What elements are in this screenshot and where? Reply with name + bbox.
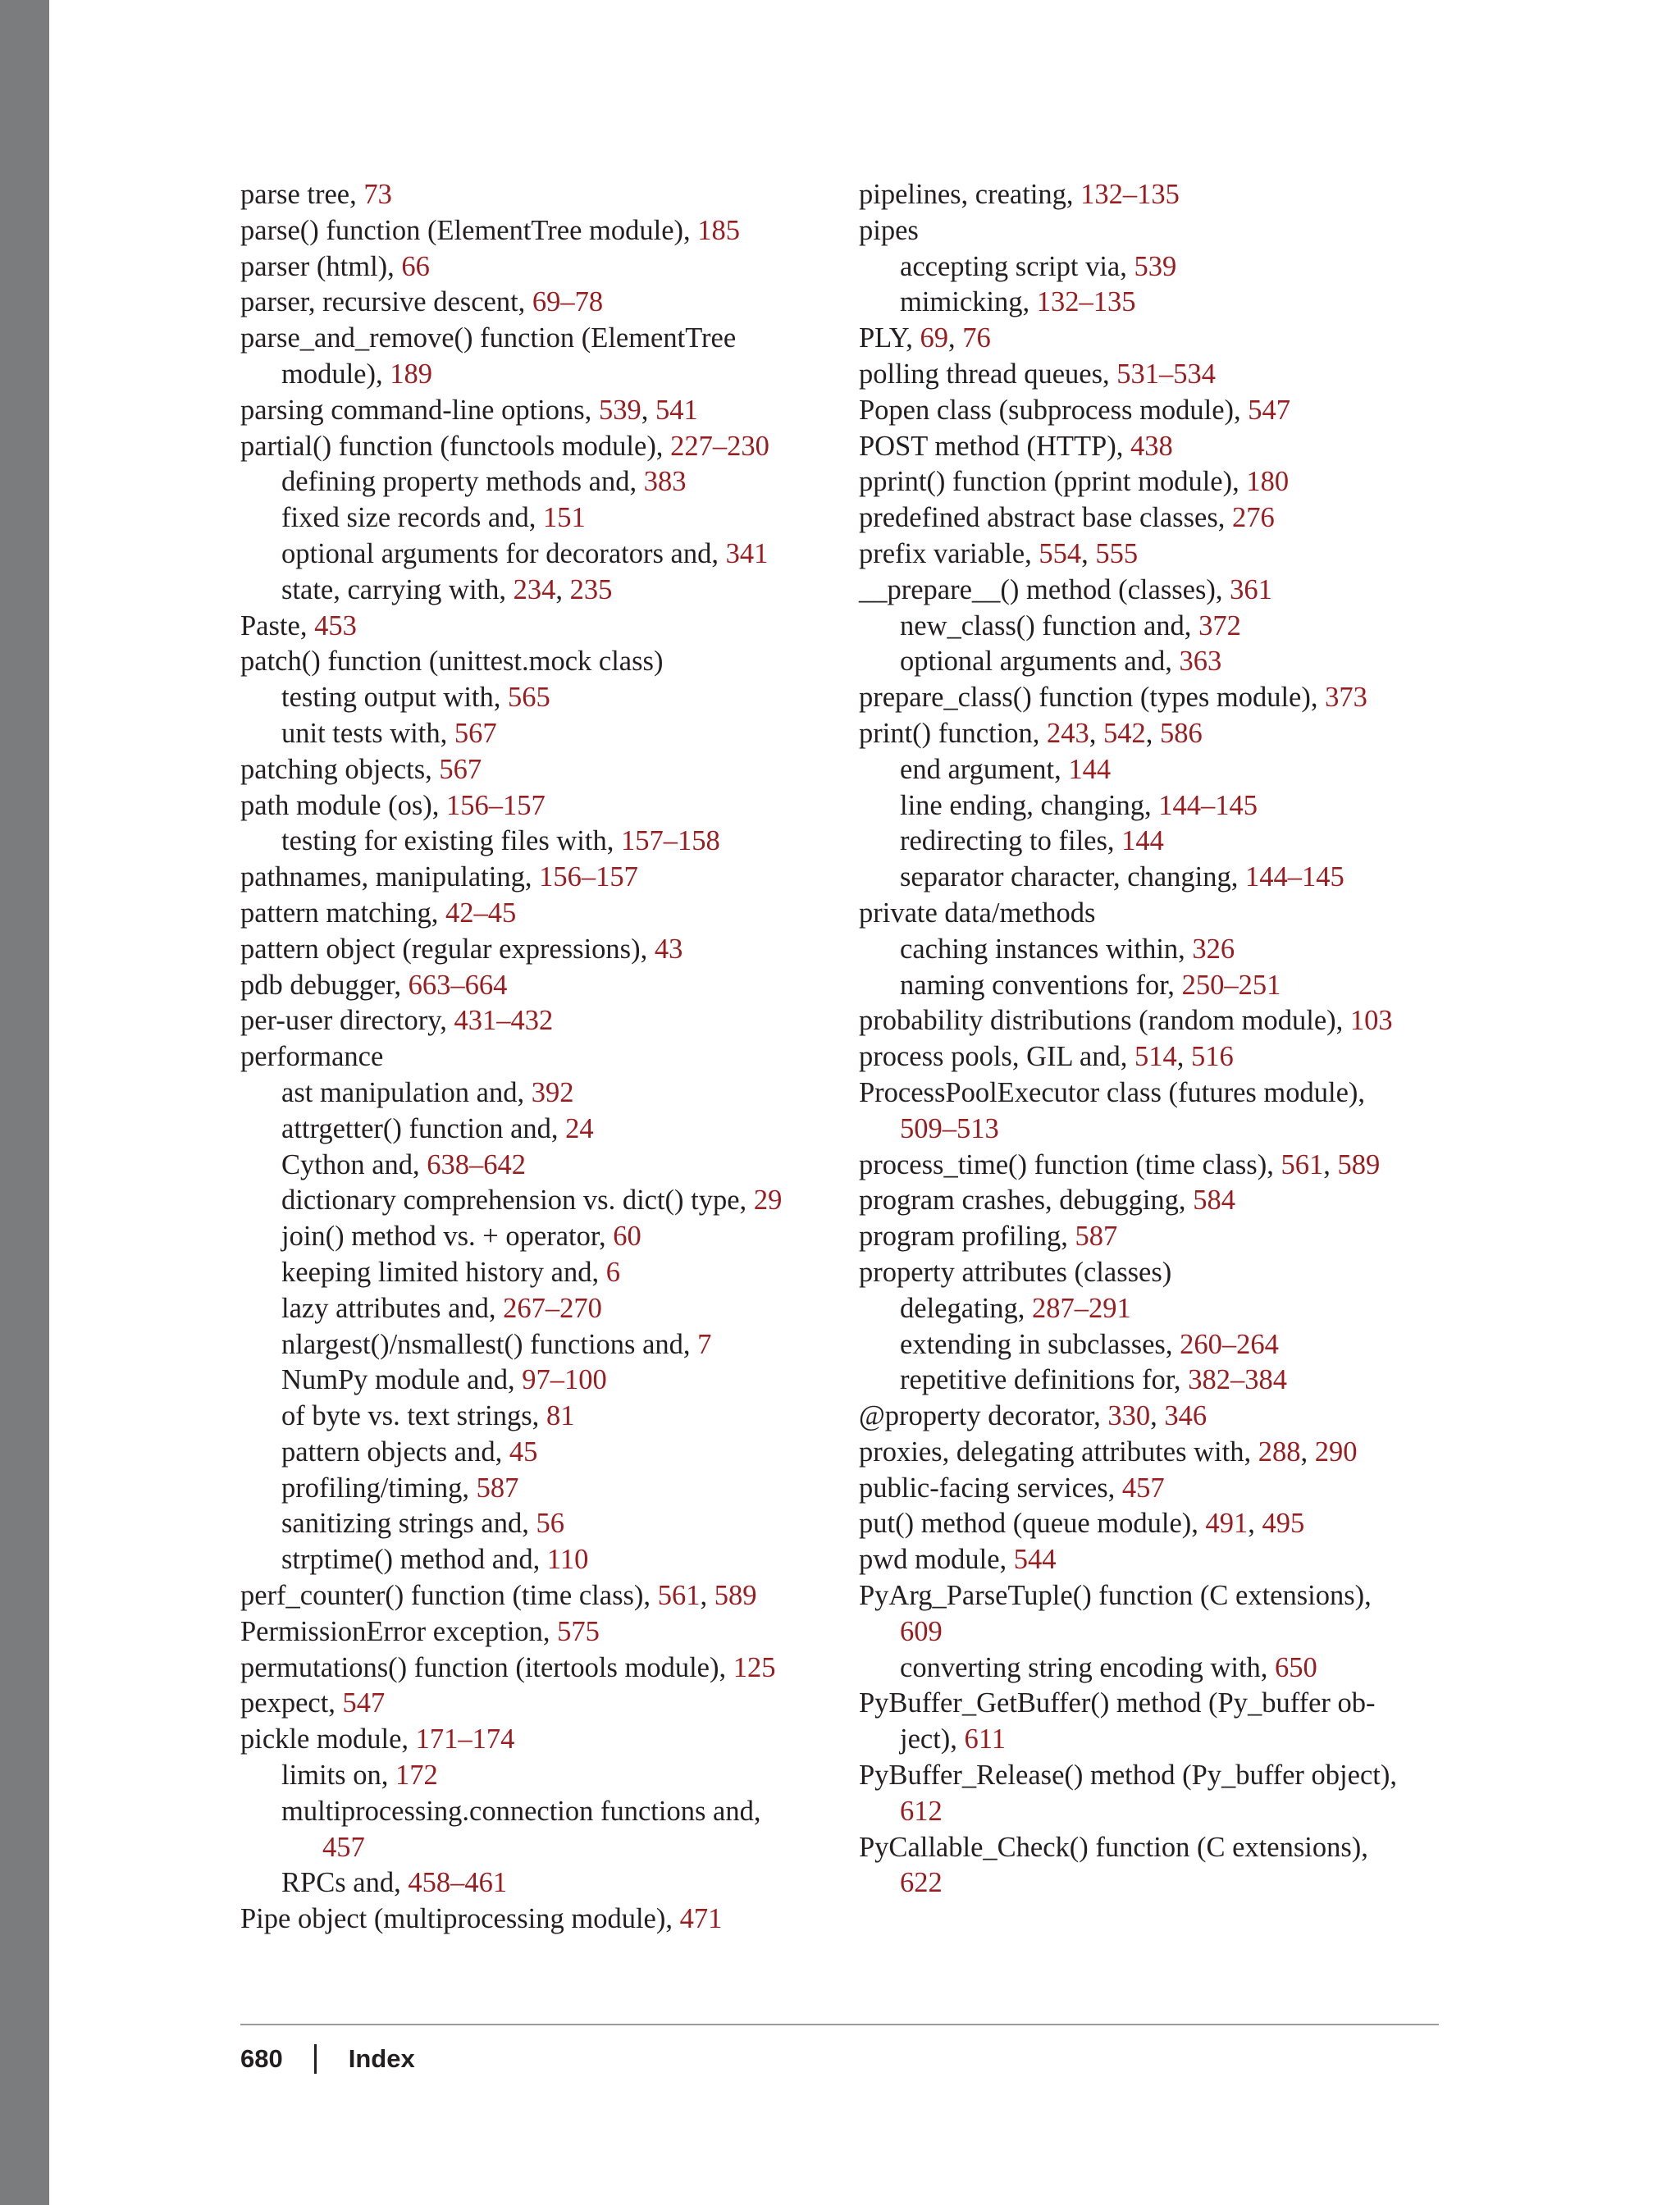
index-entry [859, 968, 1449, 1004]
page-reference-link[interactable]: 243 [1046, 717, 1089, 749]
index-entry [240, 1506, 831, 1542]
index-entry [859, 824, 1449, 860]
page-reference-link[interactable]: 457 [322, 1831, 365, 1863]
index-entry: PLY, 69, 76 [859, 322, 991, 354]
index-term: new_class() function and, [900, 609, 1199, 641]
page-reference-link[interactable]: 6 [605, 1256, 620, 1288]
index-term: module), [281, 358, 390, 390]
index-term: process pools, GIL and, [859, 1041, 1134, 1073]
index-term: parse tree, [240, 179, 364, 210]
index-term: of byte vs. text strings, [281, 1400, 546, 1432]
index-entry: process pools, GIL and, 514, 516 [859, 1041, 1234, 1073]
index-term: ProcessPoolExecutor class (futures module), [859, 1076, 1366, 1108]
page-reference-link[interactable]: 589 [714, 1580, 757, 1612]
page-reference-link[interactable]: 547 [342, 1687, 386, 1719]
index-entry [240, 1327, 831, 1363]
page-reference-link[interactable]: 589 [1337, 1148, 1381, 1180]
index-term: per-user directory, [240, 1005, 454, 1037]
index-entry [859, 1614, 1449, 1650]
index-term: state, carrying with, [281, 573, 514, 605]
index-entry [240, 429, 831, 465]
index-term: naming conventions for, [900, 969, 1182, 1001]
index-term: @property decorator, [859, 1400, 1108, 1432]
index-entry [859, 1291, 1449, 1327]
index-term: testing for existing files with, [281, 825, 621, 857]
page-reference-link[interactable]: 172 [395, 1760, 438, 1792]
page-reference-link[interactable]: 438 [1130, 430, 1173, 462]
page-reference-link[interactable]: 663–664 [408, 969, 508, 1001]
index-term: end argument, [900, 753, 1069, 785]
index-entry [240, 1614, 831, 1650]
index-term: lazy attributes and, [281, 1292, 504, 1324]
page-reference-link[interactable]: 66 [401, 250, 430, 282]
page-reference-link[interactable]: 144 [1068, 753, 1112, 785]
index-entry [859, 932, 1449, 968]
page-reference-link[interactable]: 611 [964, 1723, 1007, 1755]
index-term: print() function, [859, 717, 1047, 749]
index-term: public-facing services, [859, 1472, 1122, 1504]
page-reference-link[interactable]: 539 [598, 394, 641, 426]
index-entry [859, 573, 1449, 609]
page-reference-link[interactable]: 287–291 [1031, 1292, 1131, 1324]
index-entry [859, 429, 1449, 465]
page-reference-link[interactable]: 471 [679, 1903, 723, 1935]
page-edge-bar [0, 0, 49, 2205]
index-term: property attributes (classes) [859, 1256, 1172, 1288]
page-reference-link[interactable]: 156–157 [446, 789, 546, 821]
page-reference-link[interactable]: 60 [613, 1221, 641, 1253]
index-entry [240, 1686, 831, 1722]
index-term: path module (os), [240, 789, 447, 821]
index-entry [859, 1758, 1449, 1794]
index-term: PyArg_ParseTuple() function (C extensions), [859, 1580, 1372, 1612]
index-entry [859, 1183, 1449, 1219]
page-reference-link[interactable]: 69 [920, 322, 949, 354]
index-term: ast manipulation and, [281, 1076, 532, 1108]
index-term: polling thread queues, [859, 358, 1117, 390]
index-term: pprint() function (pprint module), [859, 466, 1247, 498]
page-reference-link[interactable]: 267–270 [503, 1292, 602, 1324]
index-entry [859, 1075, 1449, 1112]
index-term: fixed size records and, [281, 502, 543, 534]
index-entry: proxies, delegating attributes with, 288, 290 [859, 1436, 1358, 1468]
index-term: dictionary comprehension vs. dict() type, [281, 1185, 754, 1217]
index-term: prefix variable, [859, 537, 1039, 569]
index-entry [859, 1327, 1449, 1363]
page-reference-link[interactable]: 587 [1075, 1221, 1118, 1253]
index-term: partial() function (functools module), [240, 430, 671, 462]
page-reference-link[interactable]: 609 [900, 1615, 943, 1647]
index-term: PyBuffer_Release() method (Py_buffer object), [859, 1760, 1397, 1792]
index-entry [240, 1291, 831, 1327]
index-column-right [859, 177, 1449, 1901]
index-entry [859, 1363, 1449, 1399]
index-term: NumPy module and, [281, 1364, 523, 1396]
index-term: pipes [859, 214, 919, 246]
page-reference-link[interactable]: 584 [1193, 1185, 1235, 1217]
index-entry [859, 213, 1449, 249]
index-entry [859, 896, 1449, 932]
index-term: PLY, [859, 322, 920, 354]
index-term: PermissionError exception, [240, 1615, 558, 1647]
page-reference-link[interactable]: 541 [655, 394, 698, 426]
index-term: patching objects, [240, 753, 440, 785]
page-reference-link[interactable]: 110 [546, 1544, 589, 1576]
page-reference-link[interactable]: 565 [508, 682, 550, 714]
index-term: nlargest()/nsmallest() functions and, [281, 1328, 698, 1360]
index-term: optional arguments and, [900, 646, 1180, 678]
page-reference-link[interactable]: 42–45 [445, 897, 517, 929]
index-term: program crashes, debugging, [859, 1185, 1194, 1217]
page-reference-link[interactable]: 132–135 [1080, 179, 1180, 210]
page-reference-link[interactable]: 561 [1281, 1148, 1324, 1180]
page-reference-link[interactable]: 638–642 [427, 1148, 527, 1180]
index-term: parser (html), [240, 250, 402, 282]
page-reference-link[interactable]: 7 [697, 1328, 712, 1360]
page-reference-link[interactable]: 587 [476, 1472, 519, 1504]
index-entry [240, 1830, 831, 1866]
index-term: repetitive definitions for, [900, 1364, 1189, 1396]
index-entry [859, 680, 1449, 716]
index-entry [859, 393, 1449, 429]
index-entry [240, 1255, 831, 1291]
index-term: line ending, changing, [900, 789, 1159, 821]
index-entry [240, 1794, 831, 1830]
index-entry [240, 1542, 831, 1578]
index-entry [240, 321, 831, 357]
index-term: performance [240, 1041, 384, 1073]
page-reference-link[interactable]: 514 [1134, 1041, 1177, 1073]
index-entry [859, 1542, 1449, 1578]
index-term: parsing command-line options, [240, 394, 599, 426]
index-term: Paste, [240, 609, 315, 641]
index-term: private data/methods [859, 897, 1096, 929]
index-term: profiling/timing, [281, 1472, 477, 1504]
index-entry: put() method (queue module), 491, 495 [859, 1508, 1305, 1540]
index-entry [240, 1471, 831, 1507]
page-reference-link[interactable]: 235 [569, 573, 613, 605]
page-reference-link[interactable]: 372 [1198, 609, 1241, 641]
index-entry [240, 1148, 831, 1184]
page-reference-link[interactable]: 392 [531, 1076, 574, 1108]
page-reference-link[interactable]: 76 [962, 322, 991, 354]
page-reference-link[interactable]: 276 [1232, 502, 1275, 534]
index-entry [859, 1722, 1449, 1758]
index-term: pattern object (regular expressions), [240, 933, 655, 965]
page-reference-link[interactable]: 457 [1121, 1472, 1165, 1504]
page-reference-link[interactable]: 531–534 [1116, 358, 1217, 390]
index-term: pickle module, [240, 1723, 416, 1755]
page-reference-link[interactable]: 144–145 [1245, 861, 1344, 893]
index-term: testing output with, [281, 682, 508, 714]
index-entry [240, 1039, 831, 1075]
page-reference-link[interactable]: 509–513 [900, 1112, 999, 1144]
index-term: parser, recursive descent, [240, 286, 532, 318]
index-entry [240, 1075, 831, 1112]
index-entry [240, 285, 831, 321]
page-reference-link[interactable]: 125 [733, 1651, 776, 1683]
page-reference-link[interactable]: 326 [1192, 933, 1235, 965]
page-reference-link[interactable]: 567 [454, 717, 497, 749]
index-entry [240, 249, 831, 285]
index-entry [240, 500, 831, 536]
index-term: perf_counter() function (time class), [240, 1580, 658, 1612]
index-term: mimicking, [900, 286, 1037, 318]
index-term: prepare_class() function (types module), [859, 682, 1326, 714]
page-reference-link[interactable]: 288 [1258, 1436, 1301, 1468]
page-reference-link[interactable]: 586 [1159, 717, 1203, 749]
index-entry [240, 609, 831, 645]
index-term: Pipe object (multiprocessing module), [240, 1903, 680, 1935]
index-column-left [240, 177, 831, 1938]
index-entry [240, 1722, 831, 1758]
page-reference-link[interactable]: 250–251 [1181, 969, 1281, 1001]
index-term: unit tests with, [281, 717, 454, 749]
index-term: pwd module, [859, 1544, 1014, 1576]
index-entry [240, 177, 831, 213]
page-reference-link[interactable]: 24 [565, 1112, 594, 1144]
page-reference-link[interactable]: 69–78 [532, 286, 604, 318]
page-reference-link[interactable]: 516 [1191, 1041, 1234, 1073]
index-entry [859, 177, 1449, 213]
index-term: separator character, changing, [900, 861, 1246, 893]
index-entry [240, 1003, 831, 1039]
index-term: put() method (queue module), [859, 1508, 1206, 1540]
page-reference-link[interactable]: 43 [654, 933, 683, 965]
index-term: __prepare__() method (classes), [859, 573, 1230, 605]
page-reference-link[interactable]: 81 [546, 1400, 575, 1432]
index-entry [859, 357, 1449, 393]
index-entry: @property decorator, 330, 346 [859, 1400, 1208, 1432]
index-entry [859, 1255, 1449, 1291]
page-reference-link[interactable]: 151 [543, 502, 586, 534]
index-entry: state, carrying with, 234, 235 [281, 573, 613, 605]
index-entry: process_time() function (time class), 561, 589 [859, 1148, 1381, 1180]
page-reference-link[interactable]: 144 [1121, 825, 1164, 857]
index-entry: parsing command-line options, 539, 541 [240, 394, 698, 426]
index-term: predefined abstract base classes, [859, 502, 1233, 534]
page-reference-link[interactable]: 180 [1246, 466, 1290, 498]
page-reference-link[interactable]: 453 [314, 609, 357, 641]
index-entry [240, 824, 831, 860]
footer-rule [240, 2024, 1439, 2025]
footer-separator [314, 2044, 317, 2074]
index-entry [240, 1183, 831, 1219]
index-term: parse_and_remove() function (ElementTree [240, 322, 737, 354]
page-reference-link[interactable]: 56 [536, 1508, 564, 1540]
index-entry [240, 752, 831, 788]
index-entry [859, 609, 1449, 645]
index-term: Popen class (subprocess module), [859, 394, 1249, 426]
index-entry [240, 1219, 831, 1255]
index-term: pdb debugger, [240, 969, 409, 1001]
page-reference-link[interactable]: 544 [1013, 1544, 1057, 1576]
index-entry [859, 1112, 1449, 1148]
index-entry [240, 536, 831, 573]
page-reference-link[interactable]: 185 [697, 214, 741, 246]
index-entry [240, 968, 831, 1004]
index-entry [859, 1219, 1449, 1255]
index-entry [240, 464, 831, 500]
index-term: attrgetter() function and, [281, 1112, 566, 1144]
index-entry [240, 1865, 831, 1901]
page-reference-link[interactable]: 561 [657, 1580, 701, 1612]
index-entry [240, 1399, 831, 1435]
page-reference-link[interactable]: 622 [900, 1867, 943, 1899]
index-term: permutations() function (itertools module), [240, 1651, 733, 1683]
index-term: pipelines, creating, [859, 179, 1081, 210]
page-reference-link[interactable]: 346 [1164, 1400, 1208, 1432]
page-reference-link[interactable]: 189 [390, 358, 432, 390]
index-entry [859, 285, 1449, 321]
index-entry [859, 788, 1449, 824]
page-reference-link[interactable]: 431–432 [454, 1005, 554, 1037]
index-term: probability distributions (random module), [859, 1005, 1350, 1037]
index-entry [859, 1471, 1449, 1507]
index-term: redirecting to files, [900, 825, 1122, 857]
page-reference-link[interactable]: 382–384 [1188, 1364, 1287, 1396]
page-reference-link[interactable]: 73 [363, 179, 392, 210]
index-entry: print() function, 243, 542, 586 [859, 717, 1203, 749]
page-reference-link[interactable]: 373 [1325, 682, 1367, 714]
page-footer [240, 2041, 415, 2077]
page-reference-link[interactable]: 383 [643, 466, 687, 498]
page-reference-link[interactable]: 612 [900, 1795, 943, 1827]
page-reference-link[interactable]: 103 [1349, 1005, 1393, 1037]
page-reference-link[interactable]: 547 [1248, 394, 1291, 426]
index-entry [240, 680, 831, 716]
page-reference-link[interactable]: 567 [439, 753, 482, 785]
page-reference-link[interactable]: 495 [1262, 1508, 1305, 1540]
index-entry [240, 932, 831, 968]
index-entry [240, 1901, 831, 1938]
index-entry [859, 644, 1449, 680]
index-term: keeping limited history and, [281, 1256, 606, 1288]
index-entry [240, 357, 831, 393]
index-entry [240, 1363, 831, 1399]
index-entry [859, 1650, 1449, 1687]
page-reference-link[interactable]: 555 [1095, 537, 1139, 569]
index-term: parse() function (ElementTree module), [240, 214, 698, 246]
page-reference-link[interactable]: 144–145 [1158, 789, 1258, 821]
index-entry [859, 500, 1449, 536]
page-reference-link[interactable]: 234 [513, 573, 556, 605]
index-term: Cython and, [281, 1148, 427, 1180]
page-reference-link[interactable]: 290 [1314, 1436, 1358, 1468]
index-entry [240, 213, 831, 249]
index-entry [240, 1758, 831, 1794]
page-reference-link[interactable]: 97–100 [522, 1364, 607, 1396]
index-entry [859, 1686, 1449, 1722]
page-reference-link[interactable]: 554 [1039, 537, 1082, 569]
index-term: limits on, [281, 1760, 395, 1792]
index-entry [859, 1830, 1449, 1866]
index-term: caching instances within, [900, 933, 1193, 965]
index-entry [240, 860, 831, 896]
page-reference-link[interactable]: 260–264 [1180, 1328, 1279, 1360]
page-reference-link[interactable]: 491 [1205, 1508, 1249, 1540]
index-term: PyCallable_Check() function (C extensions), [859, 1831, 1368, 1863]
index-term: PyBuffer_GetBuffer() method (Py_buffer ob- [859, 1687, 1376, 1719]
page-reference-link[interactable]: 458–461 [408, 1867, 508, 1899]
index-entry [240, 896, 831, 932]
index-term: pexpect, [240, 1687, 343, 1719]
index-term: pattern matching, [240, 897, 446, 929]
index-entry [859, 1794, 1449, 1830]
index-entry [859, 752, 1449, 788]
index-entry [240, 1112, 831, 1148]
index-term: sanitizing strings and, [281, 1508, 536, 1540]
index-term: ject), [900, 1723, 965, 1755]
index-entry: perf_counter() function (time class), 561, 589 [240, 1580, 757, 1612]
index-entry [240, 716, 831, 752]
page-reference-link[interactable]: 361 [1230, 573, 1272, 605]
index-term: proxies, delegating attributes with, [859, 1436, 1258, 1468]
index-entry [240, 788, 831, 824]
index-term: strptime() method and, [281, 1544, 547, 1576]
index-term: RPCs and, [281, 1867, 409, 1899]
index-term: patch() function (unittest.mock class) [240, 646, 664, 678]
index-entry [859, 1865, 1449, 1901]
page-reference-link[interactable]: 157–158 [620, 825, 720, 857]
index-term: extending in subclasses, [900, 1328, 1180, 1360]
index-term: accepting script via, [900, 250, 1134, 282]
index-term: converting string encoding with, [900, 1651, 1276, 1683]
index-term: defining property methods and, [281, 466, 644, 498]
section-title: Index [348, 2044, 415, 2073]
page-reference-link[interactable]: 132–135 [1036, 286, 1136, 318]
index-entry [240, 1650, 831, 1687]
index-entry [859, 249, 1449, 285]
page-reference-link[interactable]: 650 [1275, 1651, 1317, 1683]
page-reference-link[interactable]: 363 [1179, 646, 1222, 678]
index-term: POST method (HTTP), [859, 430, 1130, 462]
index-term: delegating, [900, 1292, 1032, 1324]
page-reference-link[interactable]: 330 [1107, 1400, 1151, 1432]
index-term: program profiling, [859, 1221, 1075, 1253]
page-reference-link[interactable]: 45 [509, 1436, 538, 1468]
index-term: multiprocessing.connection functions and, [281, 1795, 761, 1827]
index-entry [859, 1578, 1449, 1614]
index-entry [240, 1435, 831, 1471]
index-term: process_time() function (time class), [859, 1148, 1281, 1180]
index-entry [859, 860, 1449, 896]
index-entry: prefix variable, 554, 555 [859, 537, 1139, 569]
page-reference-link[interactable]: 156–157 [539, 861, 638, 893]
page-reference-link[interactable]: 171–174 [415, 1723, 515, 1755]
index-term: optional arguments for decorators and, [281, 537, 726, 569]
page-reference-link[interactable]: 539 [1134, 250, 1177, 282]
index-entry [240, 644, 831, 680]
page-reference-link[interactable]: 29 [753, 1185, 783, 1217]
page-reference-link[interactable]: 542 [1102, 717, 1146, 749]
index-term: join() method vs. + operator, [281, 1221, 614, 1253]
page-reference-link[interactable]: 341 [725, 537, 769, 569]
page-number: 680 [240, 2044, 283, 2073]
page-reference-link[interactable]: 575 [557, 1615, 600, 1647]
index-entry [859, 464, 1449, 500]
index-entry [859, 1003, 1449, 1039]
index-term: pattern objects and, [281, 1436, 509, 1468]
page-reference-link[interactable]: 227–230 [670, 430, 769, 462]
index-term: pathnames, manipulating, [240, 861, 540, 893]
